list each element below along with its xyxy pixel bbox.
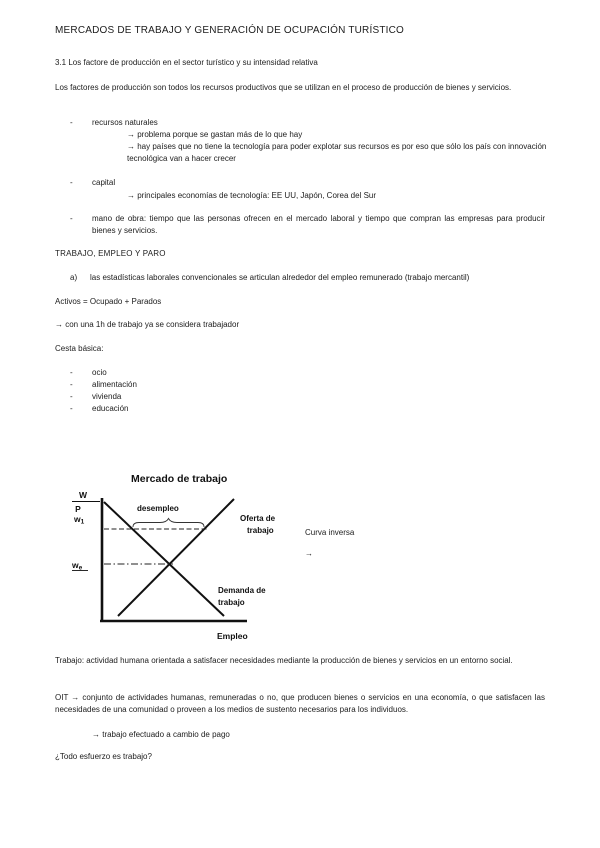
demand-line xyxy=(104,502,224,616)
list-item-label: mano de obra: tiempo que las personas ofrecen en el mercado laboral y tiempo que compran las empresas para producir bienes y servicios. xyxy=(92,214,545,235)
section-heading: 3.1 Los factore de producción en el sector turístico y su intensidad relativa xyxy=(55,58,318,67)
intro-paragraph: Los factores de producción son todos los recursos productivos que se utilizan en el proceso de producción de bienes y servicios. xyxy=(55,83,512,92)
diagram-title: Mercado de trabajo xyxy=(131,473,228,485)
bullet-dash: - xyxy=(70,392,73,401)
bullet-dash: - xyxy=(70,214,73,223)
list-item-alimentacion xyxy=(70,379,137,391)
note-line: → hay países que no tiene la tecnología para poder explotar sus recursos es por eso que sólo los país con innovación tecnológica van a hacer crecer xyxy=(127,142,547,163)
arrow-note-1h: → con una 1h de trabajo ya se considera trabajador xyxy=(55,320,240,329)
list-item-label: capital xyxy=(92,178,116,187)
side-note-curva-inversa: Curva inversa xyxy=(305,528,355,537)
side-note-arrow: → xyxy=(305,549,313,558)
y-axis-numerator: W xyxy=(78,490,88,500)
supply-label-line2: trabajo xyxy=(247,526,274,535)
list-item-vivienda xyxy=(70,391,121,403)
demand-label-line2: trabajo xyxy=(218,598,245,607)
unemployment-label: desempleo xyxy=(137,504,179,513)
subsection-heading: TRABAJO, EMPLEO Y PARO xyxy=(55,249,166,258)
supply-label-line1: Oferta de xyxy=(240,514,276,523)
supply-line xyxy=(118,499,234,616)
bullet-dash: - xyxy=(70,118,73,127)
list-item-label: ocio xyxy=(92,368,107,377)
list-item-label: educación xyxy=(92,404,129,413)
list-item-ocio xyxy=(70,367,107,379)
list-marker: a) xyxy=(70,273,78,282)
closing-question: ¿Todo esfuerzo es trabajo? xyxy=(55,752,152,761)
list-item-text: las estadísticas laborales convencionales se articulan alrededor del empleo remunerado (trabajo mercantil) xyxy=(90,273,470,282)
tick-we-base: w xyxy=(72,560,79,570)
labour-market-diagram-svg xyxy=(60,462,290,648)
note-line: → principales economías de tecnología: EE UU, Japón, Corea del Sur xyxy=(127,191,377,200)
tick-w1-base: w xyxy=(74,514,81,524)
list-item-capital xyxy=(70,177,115,189)
demand-label-line1: Demanda de xyxy=(218,586,266,595)
equation-line: Activos = Ocupado + Parados xyxy=(55,297,162,306)
y-axis-denominator: P xyxy=(75,504,81,514)
list-item-label: recursos naturales xyxy=(92,118,158,127)
bullet-dash: - xyxy=(70,178,73,187)
bullet-dash: - xyxy=(70,368,73,377)
x-axis-label: Empleo xyxy=(217,631,248,641)
basket-heading: Cesta básica: xyxy=(55,344,104,353)
list-item-label: vivienda xyxy=(92,392,122,401)
document-title: MERCADOS DE TRABAJO Y GENERACIÓN DE OCUPACIÓN TURÍSTICO xyxy=(55,25,405,36)
tick-we xyxy=(71,560,83,572)
list-item-mano-de-obra xyxy=(70,213,545,237)
bullet-dash: - xyxy=(70,404,73,413)
definition-trabajo-paragraph: Trabajo: actividad humana orientada a satisfacer necesidades mediante la producción de bienes y servicios en un entorno social. xyxy=(55,656,513,665)
note-line: → problema porque se gastan más de lo que hay xyxy=(127,130,303,139)
list-item-recursos-naturales xyxy=(70,117,158,129)
list-item-educacion xyxy=(70,403,128,415)
labour-market-diagram xyxy=(60,462,290,648)
curly-brace xyxy=(133,519,204,528)
list-item-a xyxy=(70,272,545,284)
tick-w1-sub: 1 xyxy=(80,518,85,526)
definition-oit-paragraph: OIT → conjunto de actividades humanas, remuneradas o no, que producen bienes o servicios en una economía, o que satisfacen las necesidades de una comunidad o proveen a los medios de sustento necesarios para los individuos. xyxy=(55,693,545,714)
tick-we-sub: e xyxy=(78,564,83,572)
list-item-label: alimentación xyxy=(92,380,137,389)
tick-w1 xyxy=(73,514,85,526)
arrow-note-pago: → trabajo efectuado a cambio de pago xyxy=(92,730,230,739)
bullet-dash: - xyxy=(70,380,73,389)
